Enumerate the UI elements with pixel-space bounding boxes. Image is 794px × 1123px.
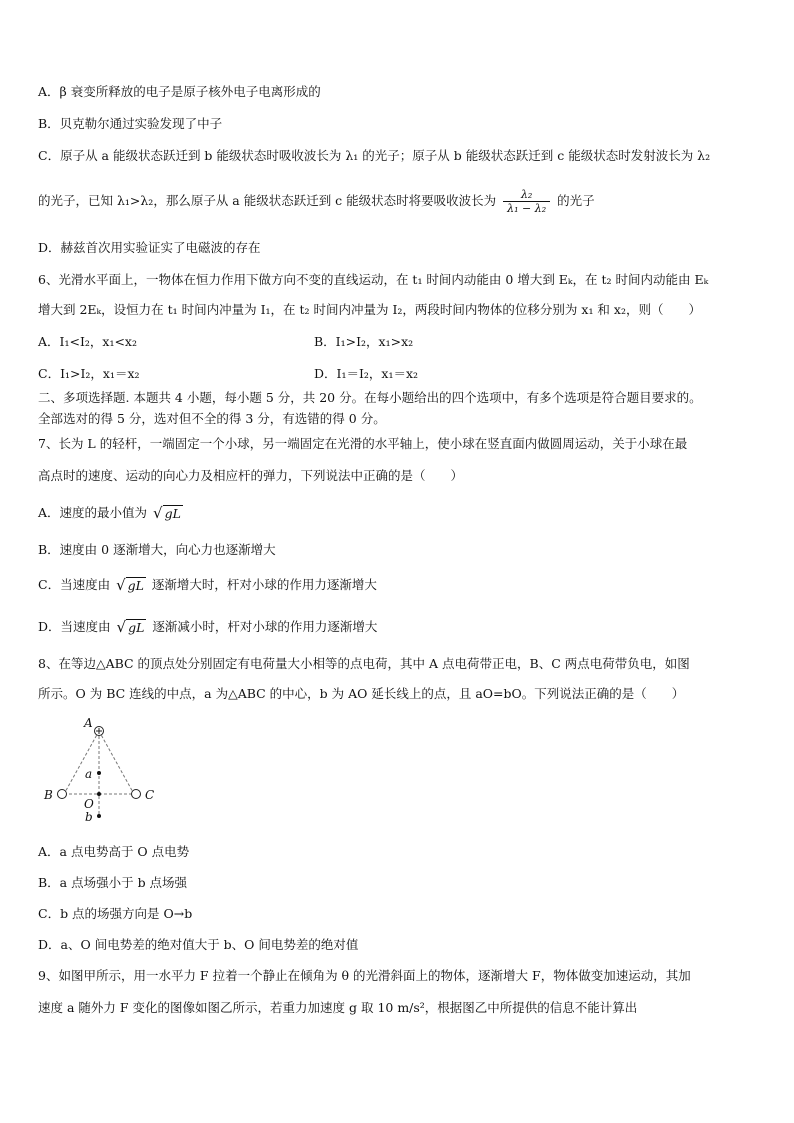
- sqrt-gl: √ gL: [153, 504, 181, 522]
- q7-stem-line2: 高点时的速度、运动的向心力及相应杆的弹力，下列说法中正确的是（ ）: [38, 468, 464, 483]
- q9-stem-line1: 9、如图甲所示，用一水平力 F 拉着一个静止在倾角为 θ 的光滑斜面上的物体，逐渐增大 F，物体做变加速运动，其加: [38, 968, 691, 983]
- sqrt-gl: √ gL: [116, 618, 145, 636]
- label-vertex-c: C: [145, 788, 155, 802]
- q6-stem-line2: 增大到 2Eₖ，设恒力在 t₁ 时间内冲量为 I₁，在 t₂ 时间内冲量为 I₂，两段时间内物体的位移分别为 x₁ 和 x₂，则（ ）: [38, 302, 701, 317]
- fraction-numerator: λ₂: [503, 188, 550, 202]
- q8-stem-line2: 所示。O 为 BC 连线的中点，a 为△ABC 的中心，b 为 AO 延长线上的点，且 aO=bO。下列说法正确的是（ ）: [38, 686, 685, 701]
- q5-option-c-text: 的光子，已知 λ₁>λ₂，那么原子从 a 能级状态跃迁到 c 能级状态时将要吸收波长为: [38, 193, 497, 208]
- section2-line1: 二、多项选择题. 本题共 4 小题，每小题 5 分，共 20 分。在每小题给出的四个选项中，有多个选项是符合题目要求的。: [38, 390, 702, 405]
- label-vertex-b: B: [44, 788, 53, 802]
- q7-option-c-text: C．当速度由: [38, 577, 111, 592]
- charge-c-negative: [132, 790, 141, 799]
- q6-option-a: A．I₁<I₂，x₁<x₂: [38, 334, 137, 349]
- sqrt-gl: √ gL: [116, 576, 144, 594]
- q7-option-d: [38, 616, 377, 639]
- q7-option-d-text: D．当速度由: [38, 619, 111, 634]
- label-point-b: b: [85, 810, 93, 824]
- wavelength-fraction: [503, 188, 550, 215]
- q8-stem-line1: 8、在等边△ABC 的顶点处分别固定有电荷量大小相等的点电荷，其中 A 点电荷带正电，B、C 两点电荷带负电，如图: [38, 656, 690, 671]
- q7-option-c: [38, 574, 377, 597]
- q7-option-d-tail: 逐渐减小时，杆对小球的作用力逐渐增大: [152, 619, 378, 634]
- charge-b-negative: [58, 790, 67, 799]
- q7-option-b: B．速度由 0 逐渐增大，向心力也逐渐增大: [38, 542, 276, 557]
- q9-stem-line2: 速度 a 随外力 F 变化的图像如图乙所示，若重力加速度 g 取 10 m/s²，根据图乙中所提供的信息不能计算出: [38, 1000, 638, 1015]
- q8-option-b: B．a 点场强小于 b 点场强: [38, 875, 188, 890]
- edge-ac: [99, 731, 134, 794]
- q6-option-c: C．I₁>I₂，x₁＝x₂: [38, 366, 140, 381]
- q5-option-c-line2: [38, 186, 595, 216]
- q6-option-d: D．I₁＝I₂，x₁＝x₂: [314, 366, 419, 381]
- label-point-o: O: [84, 797, 94, 811]
- q7-option-c-tail: 逐渐增大时，杆对小球的作用力逐渐增大: [151, 577, 377, 592]
- q8-option-d: D．a、O 间电势差的绝对值大于 b、O 间电势差的绝对值: [38, 937, 359, 952]
- label-vertex-a: A: [84, 716, 93, 730]
- fraction-denominator: λ₁ − λ₂: [507, 202, 547, 215]
- point-b-dot: [97, 814, 101, 818]
- q5-option-c-line1: C．原子从 a 能级状态跃迁到 b 能级状态时吸收波长为 λ₁ 的光子；原子从 b 能级状态跃迁到 c 能级状态时发射波长为 λ₂: [38, 148, 711, 163]
- sqrt-body: gL: [164, 506, 181, 521]
- q5-option-a: A．β 衰变所释放的电子是原子核外电子电离形成的: [38, 84, 321, 99]
- label-point-a: a: [85, 767, 93, 781]
- q8-option-c: C．b 点的场强方向是 O→b: [38, 906, 193, 921]
- sqrt-body: gL: [127, 578, 144, 593]
- edge-ab: [64, 731, 99, 794]
- q7-option-a-text: A．速度的最小值为: [38, 505, 148, 520]
- q5-option-b: B．贝克勒尔通过实验发现了中子: [38, 116, 223, 131]
- q7-option-a: [38, 502, 185, 525]
- q6-stem-line1: 6、光滑水平面上，一物体在恒力作用下做方向不变的直线运动，在 t₁ 时间内动能由 0 增大到 Eₖ，在 t₂ 时间内动能由 Eₖ: [38, 272, 709, 287]
- q5-option-d: D．赫兹首次用实验证实了电磁波的存在: [38, 240, 261, 255]
- q8-option-a: A．a 点电势高于 O 点电势: [38, 844, 190, 859]
- triangle-charge-figure: [40, 712, 170, 830]
- q6-option-b: B．I₁>I₂，x₁>x₂: [314, 334, 414, 349]
- section2-line2: 全部选对的得 5 分，选对但不全的得 3 分，有选错的得 0 分。: [38, 411, 386, 426]
- q5-option-c-tail: 的光子: [557, 193, 595, 208]
- point-a-dot: [97, 771, 101, 775]
- point-o-dot: [97, 792, 101, 796]
- sqrt-body: gL: [128, 620, 145, 635]
- q7-stem-line1: 7、长为 L 的轻杆，一端固定一个小球，另一端固定在光滑的水平轴上，使小球在竖直面内做圆周运动，关于小球在最: [38, 436, 688, 451]
